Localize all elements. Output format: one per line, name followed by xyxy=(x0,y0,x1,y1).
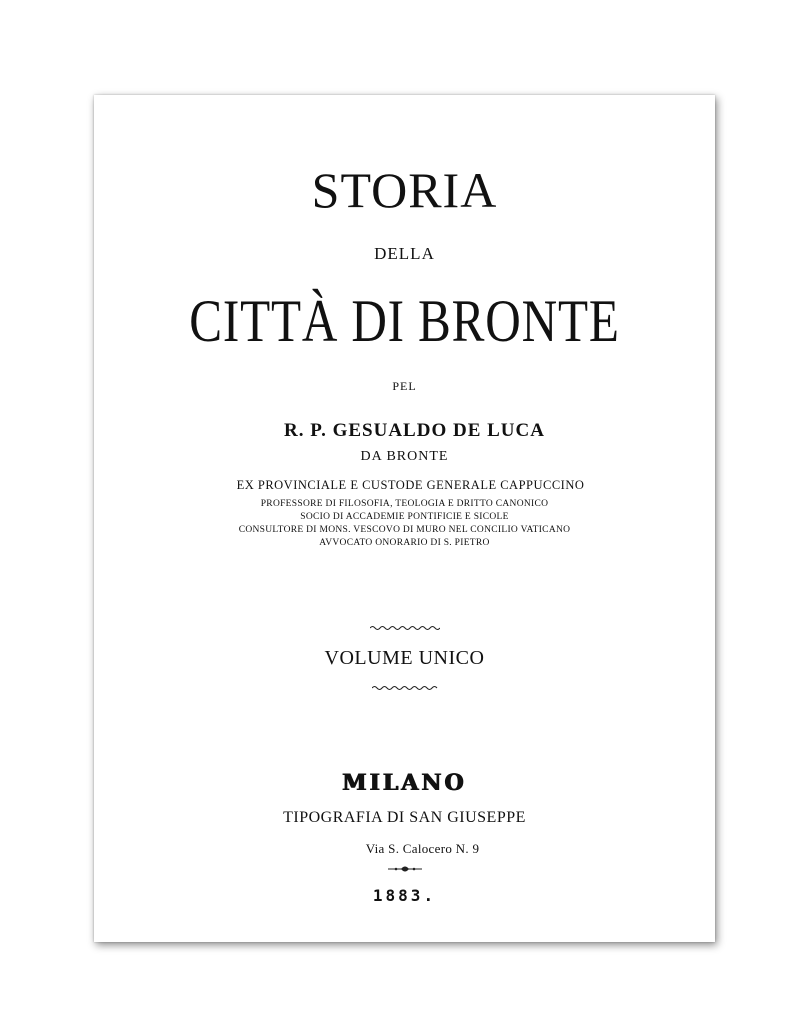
publication-year: 1883. xyxy=(372,886,437,905)
book-title-page xyxy=(94,95,715,942)
credential-line: AVVOCATO ONORARIO DI S. PIETRO xyxy=(319,538,490,548)
printer-address: Via S. Calocero N. 9 xyxy=(365,841,480,856)
credential-line: SOCIO DI ACCADEMIE PONTIFICIE E SICOLE xyxy=(300,512,509,522)
by-label: PEL xyxy=(392,379,417,393)
publication-city: MILANO xyxy=(342,770,467,796)
credential-line: PROFESSORE DI FILOSOFIA, TEOLOGIA E DRITTO CANONICO xyxy=(260,499,549,509)
author-origin: DA BRONTE xyxy=(360,449,449,464)
volume-label: VOLUME UNICO xyxy=(324,647,485,669)
book-subject: CITTÀ DI BRONTE xyxy=(189,288,620,354)
author-name: R. P. GESUALDO DE LUCA xyxy=(284,420,545,441)
author-role: EX PROVINCIALE E CUSTODE GENERALE CAPPUCCINO xyxy=(236,478,585,492)
wavy-rule-top xyxy=(370,625,440,631)
book-title: STORIA xyxy=(311,162,498,218)
wavy-rule-bottom xyxy=(372,685,438,691)
printer-name: TIPOGRAFIA DI SAN GIUSEPPE xyxy=(283,809,526,826)
title-connector: DELLA xyxy=(374,244,435,263)
credential-line: CONSULTORE DI MONS. VESCOVO DI MURO NEL CONCILIO VATICANO xyxy=(238,525,571,535)
ornament-icon xyxy=(388,864,422,874)
